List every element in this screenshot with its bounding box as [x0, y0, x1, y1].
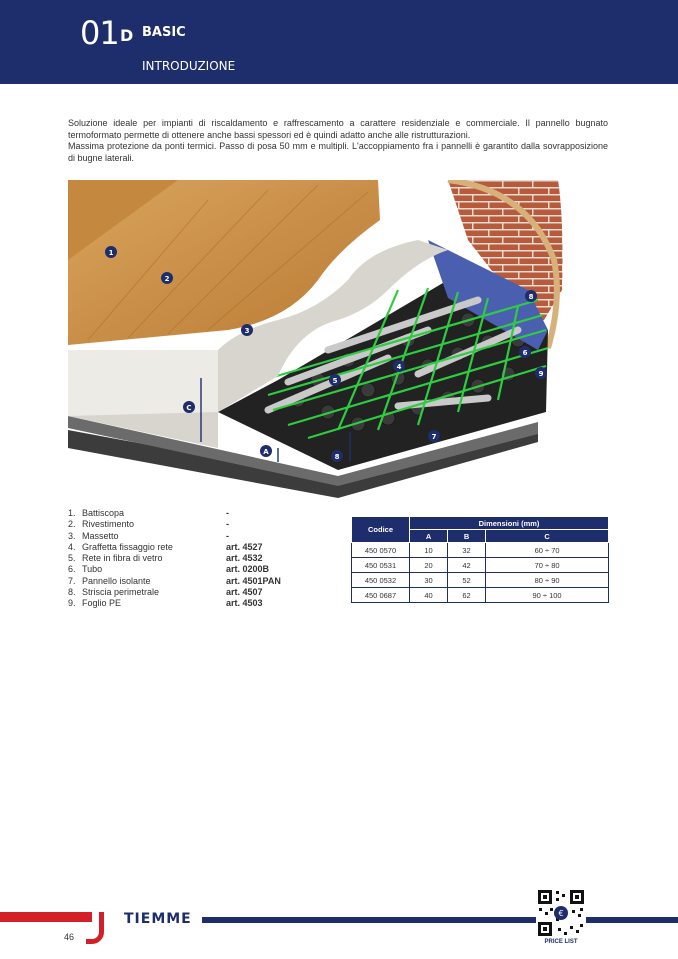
svg-text:3: 3: [244, 327, 250, 335]
section-title: BASIC: [142, 25, 186, 40]
list-item: 1. Battiscopa -: [68, 508, 229, 518]
callout-3: [241, 324, 253, 336]
list-item: 8. Striscia perimetrale art. 4507: [68, 587, 263, 598]
col-header-b: B: [448, 530, 486, 543]
footer-blue-bar: [202, 917, 678, 923]
svg-text:8: 8: [334, 453, 340, 461]
col-header-dimensions: Dimensioni (mm): [410, 517, 609, 530]
list-item: 2. Rivestimento -: [68, 519, 229, 530]
price-list-label: PRICE LIST: [544, 939, 578, 945]
table-row: 450 0687 40 62 90 ÷ 100: [352, 588, 609, 603]
list-item: 9. Foglio PE art. 4503: [68, 598, 263, 609]
svg-text:A: A: [263, 448, 269, 456]
table-row: 450 0531 20 42 70 ÷ 80: [352, 558, 609, 573]
intro-paragraph-1: Soluzione ideale per impianti di riscaldamento e raffrescamento a carattere residenziale e commerciale. Il pannello bugnato termoformato permette di ottenere anche bassi spessori ed è quindi adatto anche alle ristrutturazioni.: [68, 118, 608, 140]
col-header-code: Codice: [352, 517, 410, 543]
callout-8-bottom: [331, 450, 343, 462]
svg-text:1: 1: [108, 249, 114, 257]
page-header: [0, 0, 678, 84]
svg-text:9: 9: [538, 370, 544, 378]
intro-text: [68, 118, 608, 164]
system-cutaway-illustration: [68, 180, 564, 498]
list-item: 5. Rete in fibra di vetro art. 4532: [68, 553, 263, 564]
page-number: 46: [64, 932, 75, 942]
svg-text:€: €: [558, 909, 564, 918]
callout-4: [393, 360, 405, 372]
col-header-a: A: [410, 530, 448, 543]
svg-text:2: 2: [164, 275, 170, 283]
dimensions-table: [351, 516, 609, 603]
callout-5: [329, 374, 341, 386]
svg-text:8: 8: [528, 293, 534, 301]
list-item: 6. Tubo art. 0200B: [68, 564, 270, 575]
svg-text:4: 4: [396, 363, 402, 371]
svg-text:5: 5: [332, 377, 338, 385]
brand-logo: TIEMME: [124, 911, 192, 927]
table-row: 450 0570 10 32 60 ÷ 70: [352, 543, 609, 558]
section-letter: D: [120, 26, 134, 45]
col-header-c: C: [486, 530, 609, 543]
qr-code-icon[interactable]: [536, 888, 586, 938]
callout-a: [260, 445, 272, 457]
list-item: 7. Pannello isolante art. 4501PAN: [68, 575, 281, 586]
svg-text:6: 6: [522, 349, 528, 357]
callout-7: [428, 430, 440, 442]
intro-paragraph-2: Massima protezione da ponti termici. Passo di posa 50 mm e multipli. L'accoppiamento fra i pannelli è garantito dalla sovrapposizione di bugne laterali.: [68, 141, 608, 163]
callout-9: [535, 367, 547, 379]
section-number: 01: [80, 14, 119, 52]
callout-8-top: [525, 290, 537, 302]
footer-hook-decoration: [86, 912, 104, 944]
section-subtitle: INTRODUZIONE: [142, 59, 236, 73]
callout-1: [105, 246, 117, 258]
list-item: 4. Graffetta fissaggio rete art. 4527: [68, 541, 263, 552]
list-item: 3. Massetto -: [68, 530, 229, 541]
callout-2: [161, 272, 173, 284]
parts-list: [68, 508, 308, 610]
callout-c: [183, 401, 195, 413]
table-row: 450 0532 30 52 80 ÷ 90: [352, 573, 609, 588]
footer-red-bar: [0, 912, 92, 922]
svg-text:C: C: [186, 404, 192, 412]
svg-text:7: 7: [431, 433, 437, 441]
callout-6: [519, 346, 531, 358]
